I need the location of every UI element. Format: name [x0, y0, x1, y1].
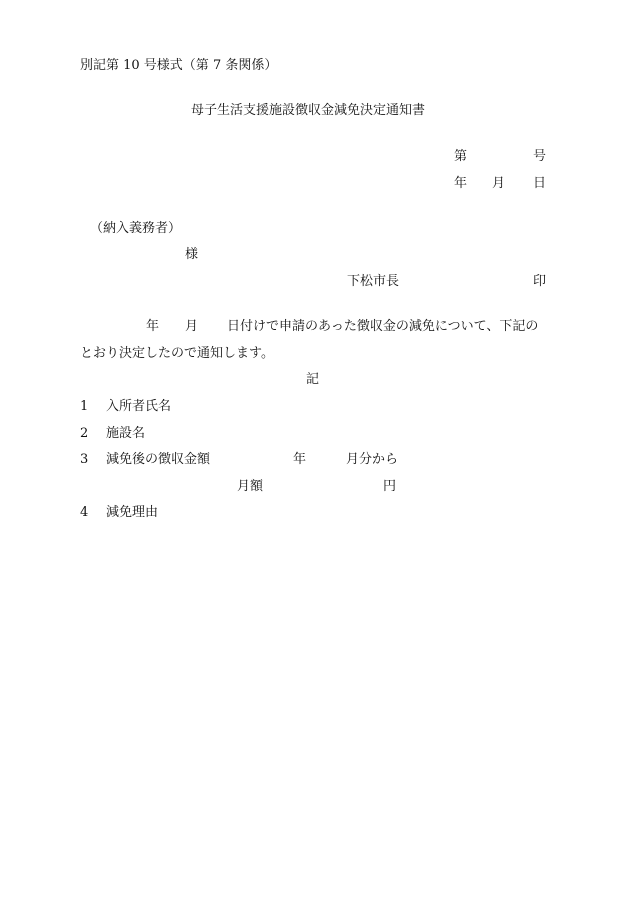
item-number: 1 — [80, 399, 89, 414]
date-day: 日 — [533, 176, 547, 191]
doc-number-go: 号 — [533, 149, 547, 164]
item-yen-label: 円 — [383, 479, 397, 494]
item-label-reduction-reason: 減免理由 — [106, 505, 159, 520]
item-label-facility-name: 施設名 — [106, 426, 146, 441]
date-year: 年 — [454, 176, 468, 191]
addressee-label: （納入義務者） — [90, 221, 182, 236]
addressee-honorific: 様 — [185, 247, 199, 262]
item-label-reduced-amount: 減免後の徴収金額 — [106, 452, 211, 467]
item-number: 2 — [80, 426, 89, 441]
ki-heading: 記 — [306, 372, 320, 387]
document-title: 母子生活支援施設徴収金減免決定通知書 — [191, 103, 426, 118]
item-label-resident-name: 入所者氏名 — [106, 399, 172, 414]
body-text-1: 日付けで申請のあった徴収金の減免について、下記の — [227, 319, 539, 334]
form-label: 別記第 10 号様式（第 7 条関係） — [80, 58, 278, 73]
body-month: 月 — [185, 319, 199, 334]
doc-number-dai: 第 — [454, 149, 468, 164]
date-month: 月 — [492, 176, 506, 191]
issuer-seal: 印 — [533, 274, 547, 289]
item-number: 4 — [80, 505, 89, 520]
body-year: 年 — [146, 319, 160, 334]
issuer-title: 下松市長 — [347, 274, 400, 289]
item-reduced-year: 年 — [293, 452, 307, 467]
item-number: 3 — [80, 452, 89, 467]
item-reduced-from: 月分から — [346, 452, 399, 467]
body-text-2: とおり決定したので通知します。 — [80, 346, 274, 361]
item-monthly-label: 月額 — [237, 479, 264, 494]
